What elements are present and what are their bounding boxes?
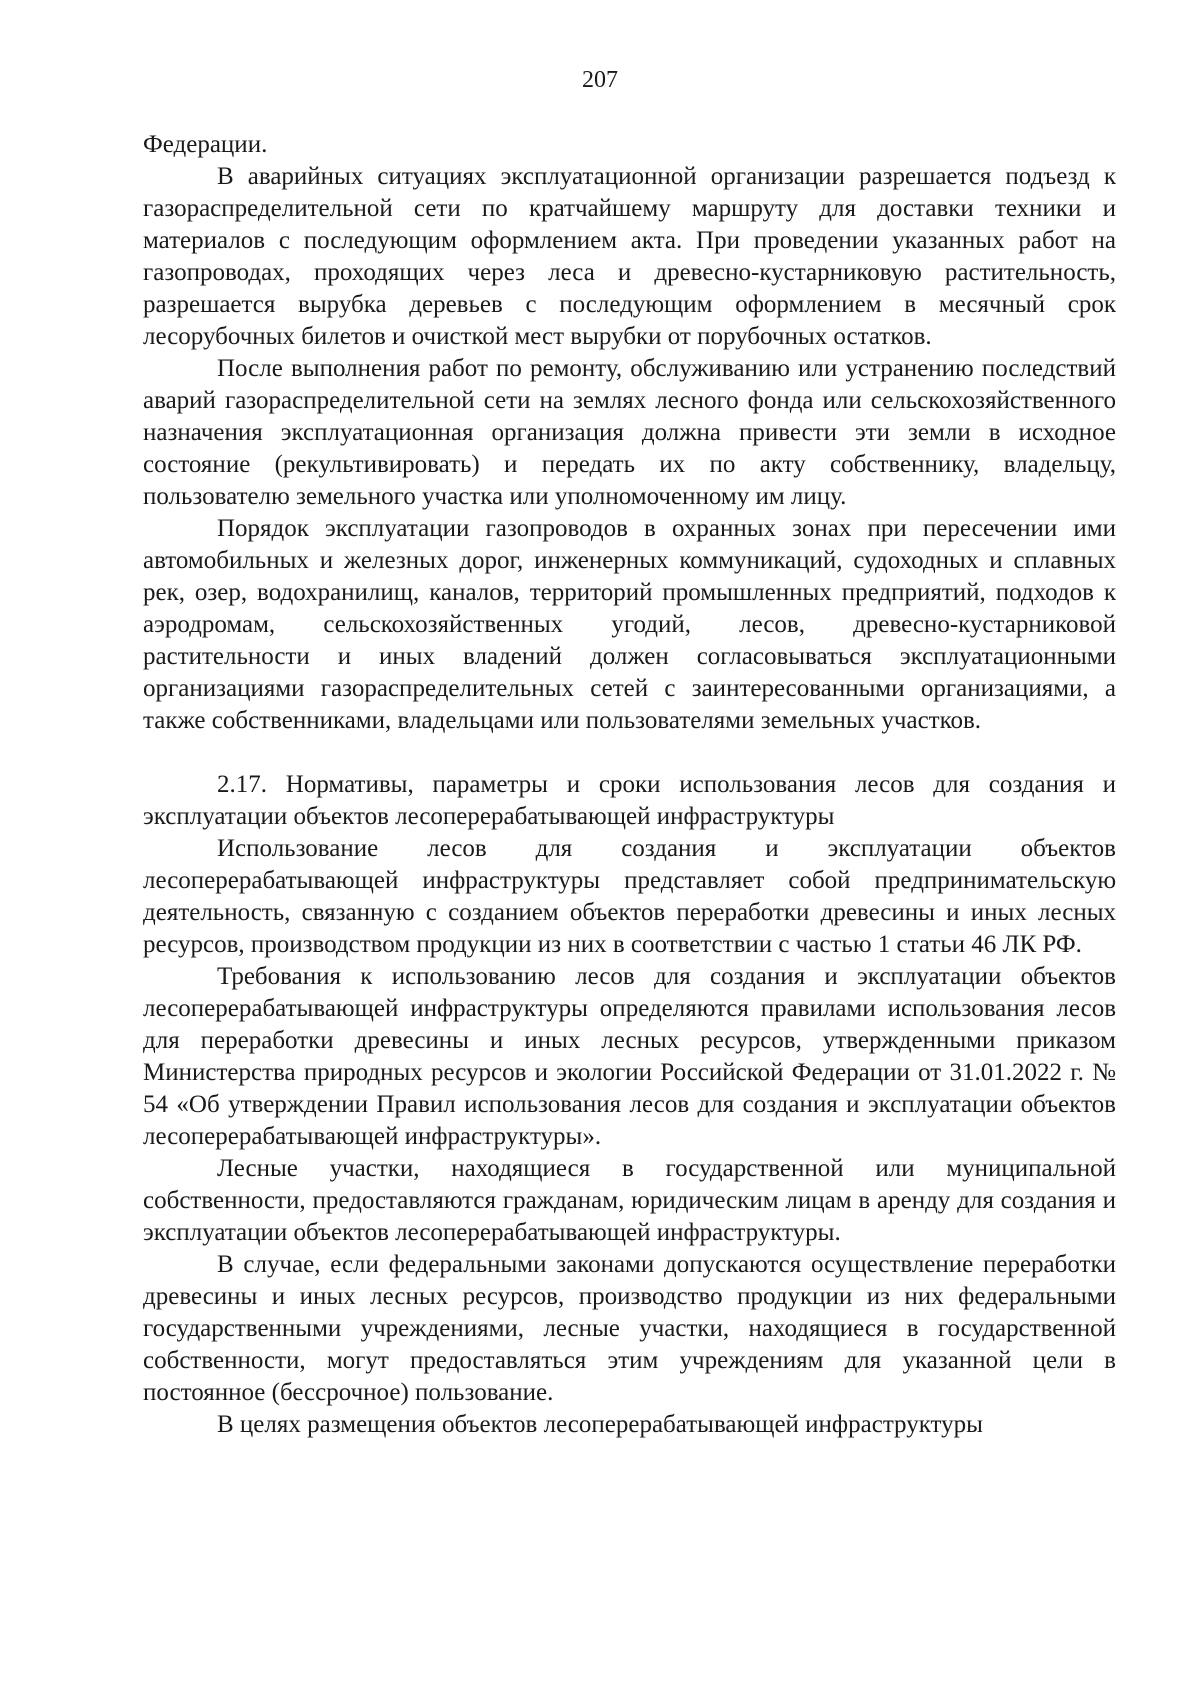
paragraph-permanent-use: В случае, если федеральными законами допускаются осуществление переработки древесины и иных лесных ресурсов, производство продукции из них федеральными государственными учреждениями, лесные участки, находящиеся в государственной собственности, могут предоставляться этим учреждениям для указанной цели в постоянное (бессрочное) пользование. bbox=[143, 1251, 1116, 1406]
paragraph-continuation: Федерации. bbox=[143, 131, 268, 158]
paragraph-placement: В целях размещения объектов лесоперерабатывающей инфраструктуры bbox=[217, 1411, 983, 1438]
paragraph-protection-zones: Порядок эксплуатации газопроводов в охранных зонах при пересечении ими автомобильных и железных дорог, инженерных коммуникаций, судоходных и сплавных рек, озер, водохранилищ, каналов, территорий промышленных предприятий, подходов к аэродромам, сельскохозяйственных угодий, лесов, древесно-кустарниковой растительности и иных владений должен согласовываться эксплуатационными организациями газораспределительных сетей с заинтересованными организациями, а также собственниками, владельцами или пользователями земельных участков. bbox=[143, 515, 1116, 734]
paragraph-forest-use: Использование лесов для создания и эксплуатации объектов лесоперерабатывающей инфраструктуры представляет собой предпринимательскую деятельность, связанную с созданием объектов переработки древесины и иных лесных ресурсов, производством продукции из них в соответствии с частью 1 статьи 46 ЛК РФ. bbox=[143, 835, 1116, 958]
document-body bbox=[143, 129, 1116, 1441]
paragraph-lease: Лесные участки, находящиеся в государственной или муниципальной собственности, предоставляются гражданам, юридическим лицам в аренду для создания и эксплуатации объектов лесоперерабатывающей инфраструктуры. bbox=[143, 1155, 1116, 1246]
page-number: 207 bbox=[582, 67, 618, 93]
paragraph-requirements: Требования к использованию лесов для создания и эксплуатации объектов лесоперерабатывающей инфраструктуры определяются правилами использования лесов для переработки древесины и иных лесных ресурсов, утвержденными приказом Министерства природных ресурсов и экологии Российской Федерации от 31.01.2022 г. № 54 «Об утверждении Правил использования лесов для создания и эксплуатации объектов лесоперерабатывающей инфраструктуры». bbox=[143, 963, 1116, 1150]
paragraph-land-restoration: После выполнения работ по ремонту, обслуживанию или устранению последствий аварий газораспределительной сети на землях лесного фонда или сельскохозяйственного назначения эксплуатационная организация должна привести эти земли в исходное состояние (рекультивировать) и передать их по акту собственнику, владельцу, пользователю земельного участка или уполномоченному им лицу. bbox=[143, 355, 1116, 510]
paragraph-emergency-access: В аварийных ситуациях эксплуатационной организации разрешается подъезд к газораспределительной сети по кратчайшему маршруту для доставки техники и материалов с последующим оформлением акта. При проведении указанных работ на газопроводах, проходящих через леса и древесно-кустарниковую растительность, разрешается вырубка деревьев с последующим оформлением в месячный срок лесорубочных билетов и очисткой мест вырубки от порубочных остатков. bbox=[143, 163, 1116, 350]
section-heading-2-17: 2.17. Нормативы, параметры и сроки использования лесов для создания и эксплуатации объектов лесоперерабатывающей инфраструктуры bbox=[143, 771, 1116, 830]
